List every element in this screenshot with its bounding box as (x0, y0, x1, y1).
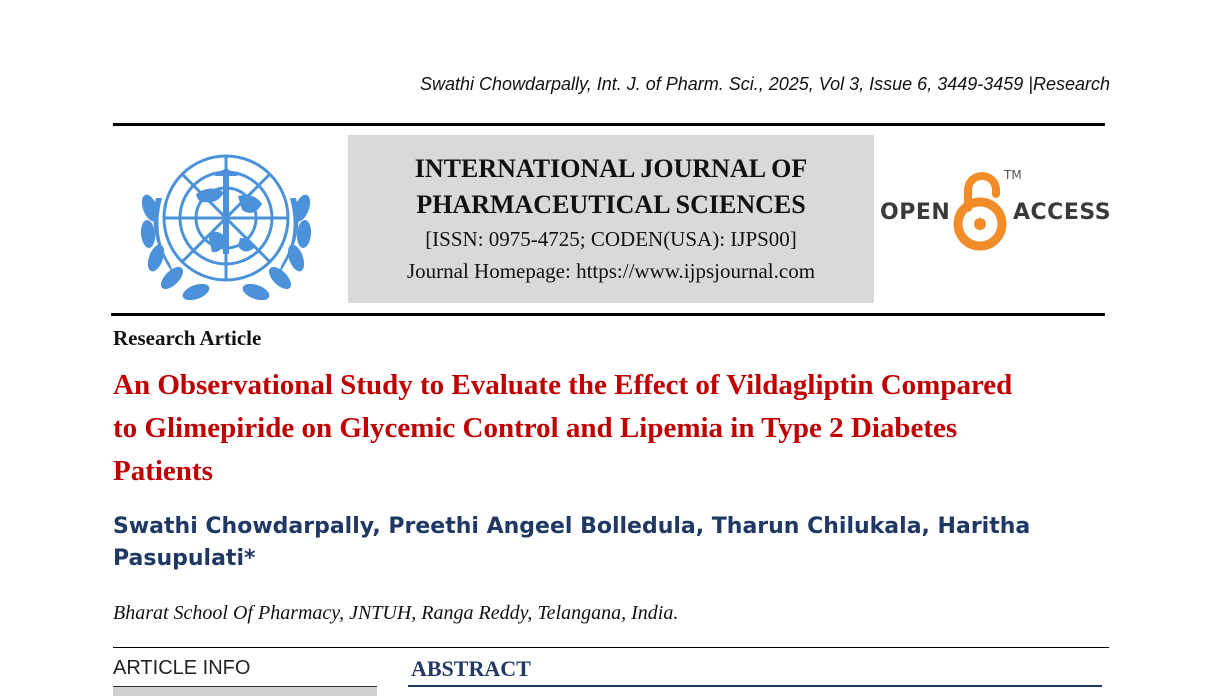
article-title-line-2: to Glimepiride on Glycemic Control and Lipemia in Type 2 Diabetes (113, 412, 958, 444)
abstract-rule (408, 685, 1102, 687)
author-list (113, 511, 1113, 575)
article-title-line-1: An Observational Study to Evaluate the Effect of Vildagliptin Compared (113, 369, 1013, 401)
journal-name (348, 151, 874, 223)
journal-title-box (348, 135, 874, 303)
journal-name-line-2: PHARMACEUTICAL SCIENCES (416, 190, 806, 219)
header-rule-top (113, 123, 1105, 126)
open-access-word-open: OPEN (880, 200, 951, 225)
article-info-heading: ARTICLE INFO (113, 657, 251, 679)
article-type-label: Research Article (113, 326, 262, 350)
journal-name-line-1: INTERNATIONAL JOURNAL OF (414, 154, 808, 183)
author-affiliation: Bharat School Of Pharmacy, JNTUH, Ranga Reddy, Telangana, India. (113, 602, 679, 624)
trademark-mark: TM (1004, 168, 1022, 182)
header-rule-bottom (111, 313, 1105, 316)
open-access-word-access: ACCESS (1013, 200, 1112, 225)
author-list-line-2: Pasupulati* (113, 546, 256, 571)
open-access-lock-icon (952, 168, 1012, 252)
journal-emblem-logo (126, 138, 326, 306)
open-access-logo (880, 168, 1110, 252)
abstract-heading: ABSTRACT (411, 656, 531, 681)
journal-issn: [ISSN: 0975-4725; CODEN(USA): IJPS00] (425, 227, 797, 251)
author-list-line-1: Swathi Chowdarpally, Preethi Angeel Bolledula, Tharun Chilukala, Haritha (113, 514, 1031, 539)
article-title-line-3: Patients (113, 455, 213, 487)
journal-homepage: Journal Homepage: https://www.ijpsjournal.com (406, 259, 816, 283)
running-head: Swathi Chowdarpally, Int. J. of Pharm. Sci., 2025, Vol 3, Issue 6, 3449-3459 |Research (419, 74, 1110, 94)
article-title (113, 364, 1123, 493)
section-divider (113, 647, 1109, 648)
